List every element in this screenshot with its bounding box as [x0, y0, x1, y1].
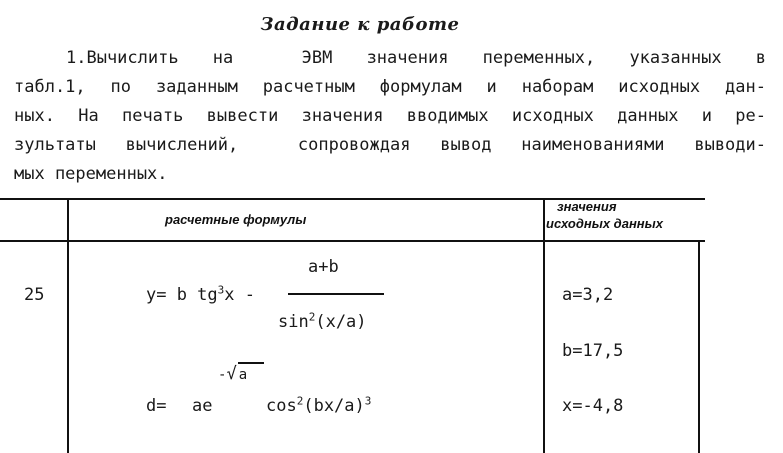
header-formulas: расчетные формулы [165, 212, 307, 227]
header-values-line1: значения [557, 199, 617, 214]
formula-d-lhs: d= [146, 396, 167, 416]
formula-d-ae: ae [192, 396, 213, 416]
formula-y-fraction-bar [288, 293, 384, 295]
assignment-title: Задание к работе [260, 14, 460, 35]
text-line: ных. На печать вывести значения вводимых исходных данных и ре- [14, 106, 766, 126]
table-divider-left [67, 200, 69, 453]
formula-y-lhs: y= b $tg^3x$ - [146, 283, 255, 305]
text-line: мых переменных. [14, 164, 168, 184]
text-line: 1.Вычислить на ЭВМ значения переменных, указанных в [66, 48, 766, 68]
text-line: табл.1, по заданным расчетным формулам и наборам исходных дан- [14, 77, 766, 97]
table-divider-middle [543, 200, 545, 453]
assignment-text [14, 44, 766, 189]
formula-d-cos: $\cos^2(bx/a)^3$ [266, 394, 372, 416]
formula-y-denominator: $\sin^2(x/a)$ [278, 310, 367, 332]
row-number: 25 [24, 285, 45, 305]
text-line: зультаты вычислений, сопровождая вывод наименованиями выводи- [14, 135, 766, 155]
table-divider-right [698, 240, 700, 453]
header-values-line2: исходных данных [546, 216, 663, 231]
formula-d-exponent: -√ a [218, 364, 247, 384]
value-x: x=-4,8 [562, 396, 624, 416]
formula-y-numerator: a+b [308, 257, 339, 277]
value-a: a=3,2 [562, 285, 614, 305]
table-header-border [0, 240, 705, 242]
value-b: b=17,5 [562, 341, 624, 361]
